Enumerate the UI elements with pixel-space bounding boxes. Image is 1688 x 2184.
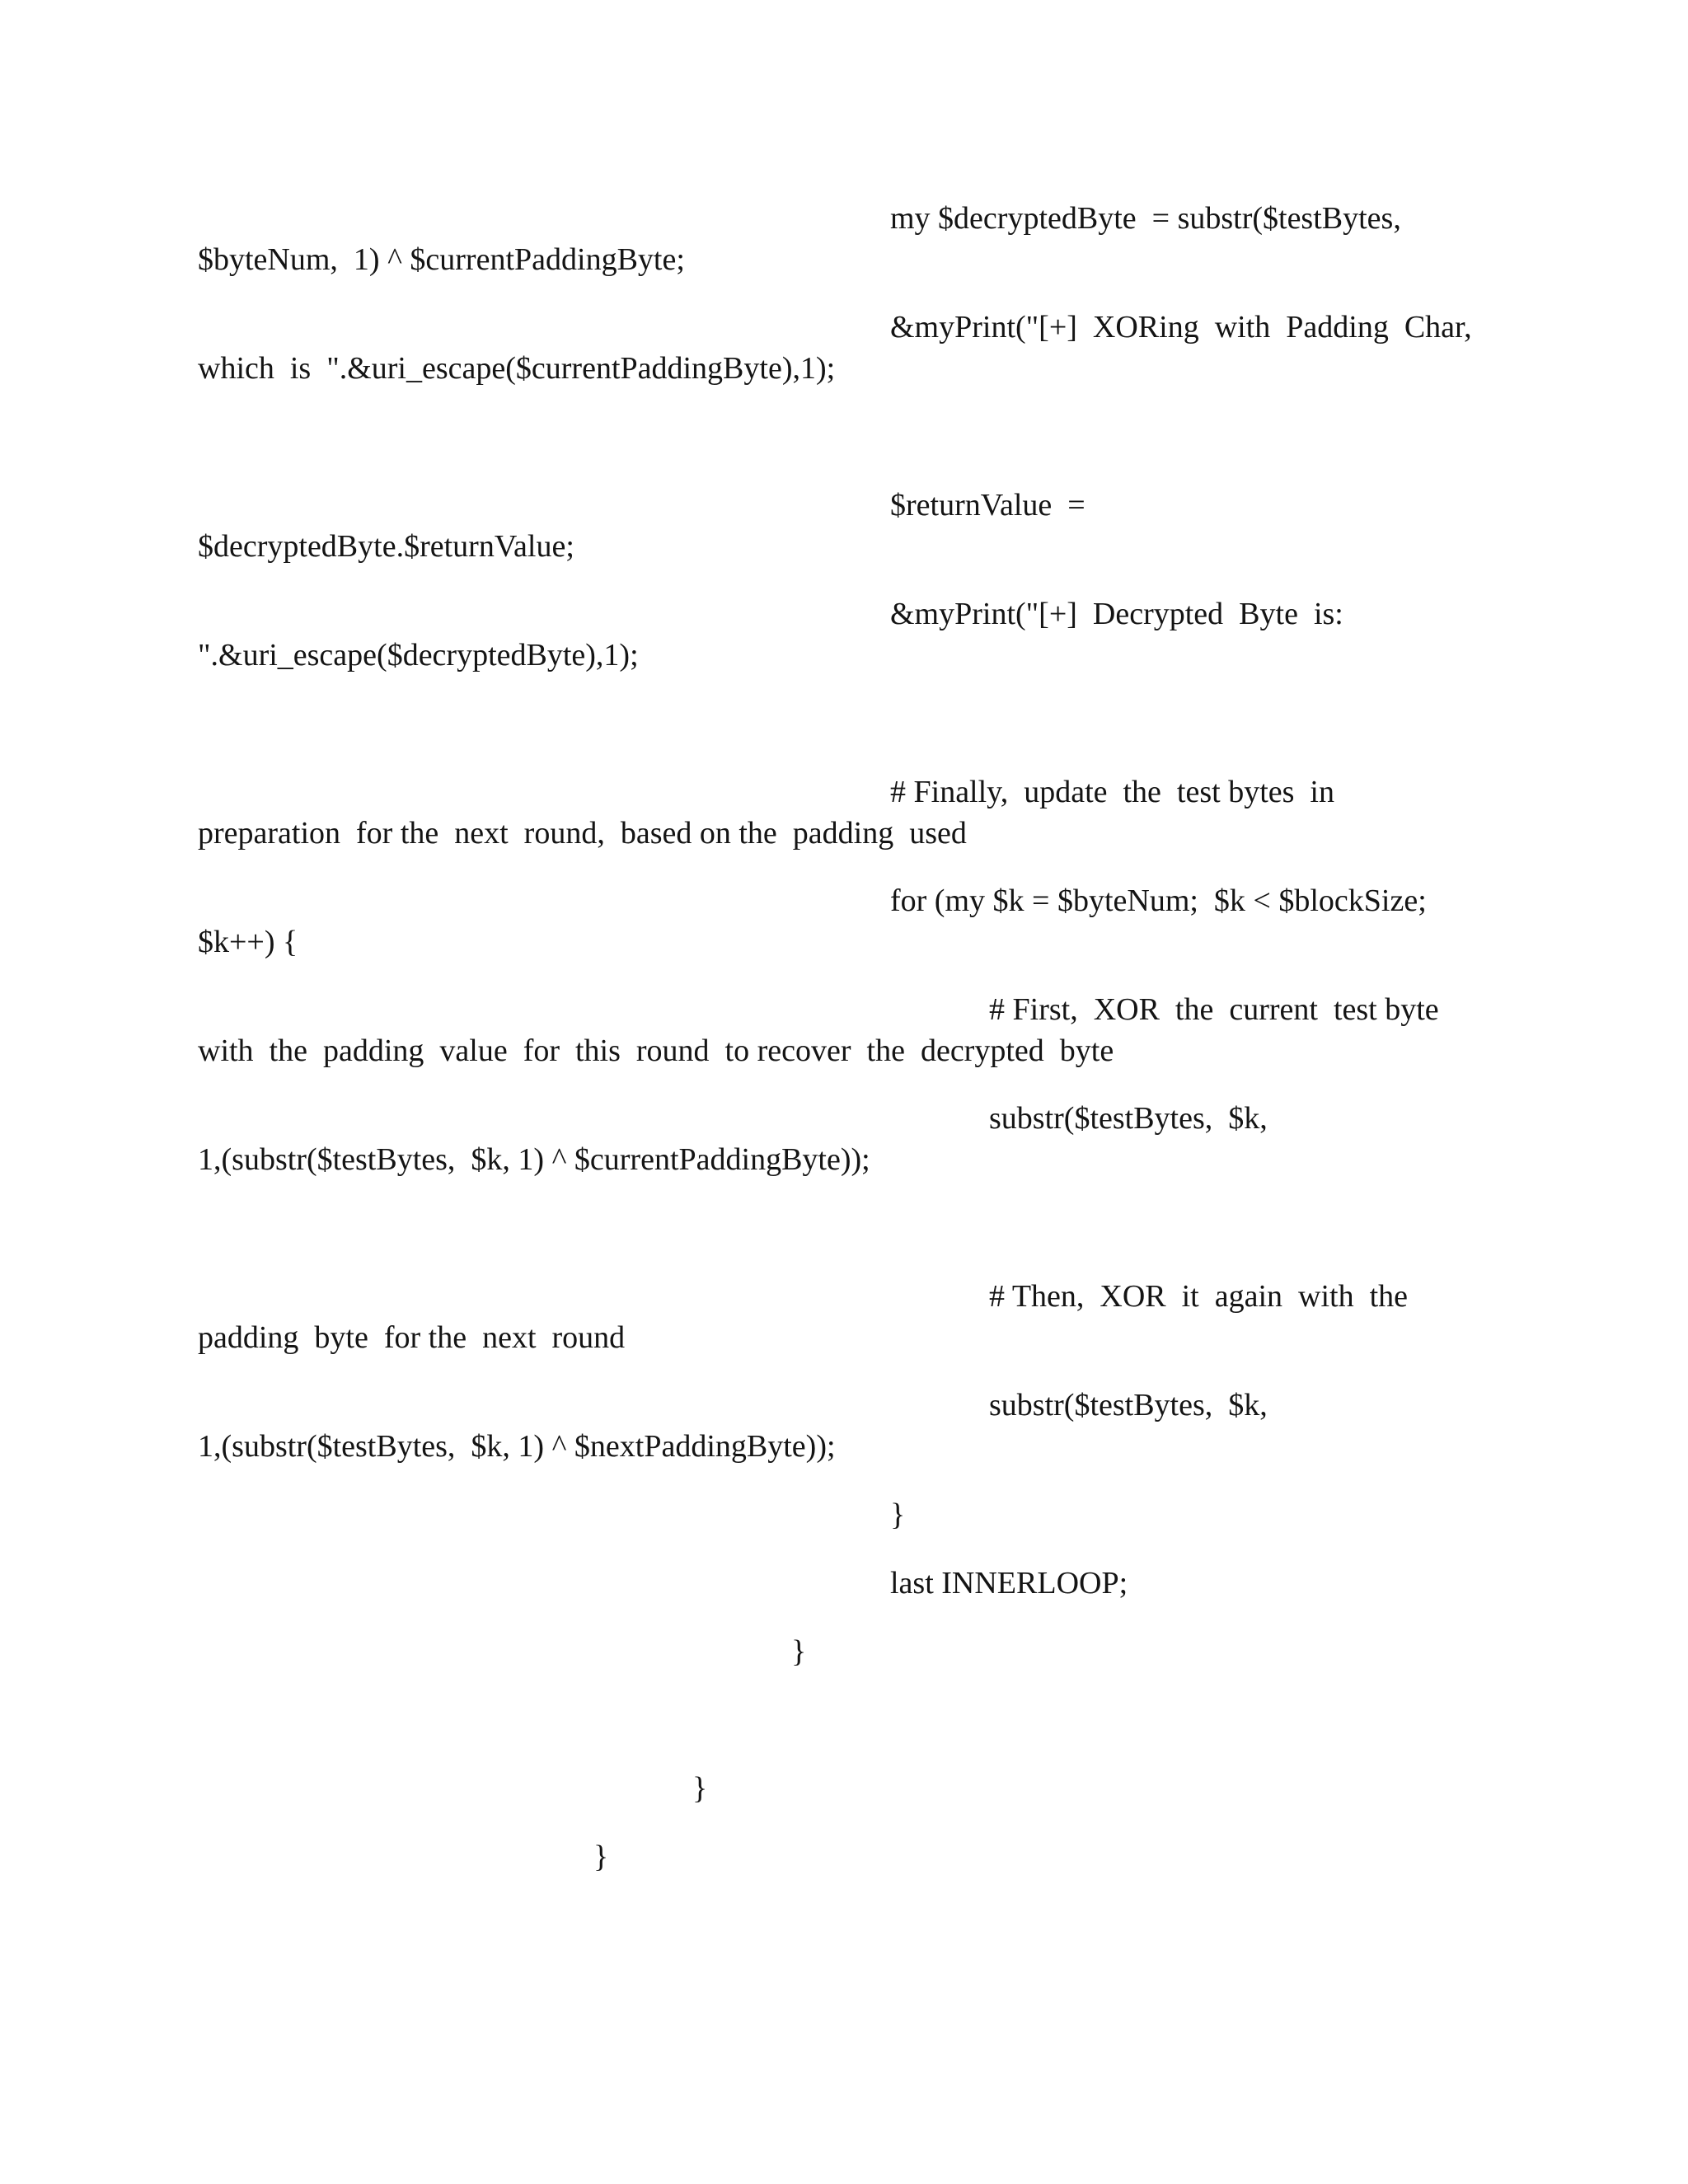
code-comment-9-start: # Then, XOR it again with the (989, 1279, 1409, 1314)
code-line-6-cont: $k++) { (198, 925, 298, 959)
code-line-3-cont: $decryptedByte.$returnValue; (198, 529, 574, 564)
code-comment-5-start: # Finally, update the test bytes in (890, 775, 1334, 809)
closing-brace-for: } (890, 1497, 906, 1532)
code-line-2-start: &myPrint("[+] XORing with Padding Char, (890, 310, 1472, 344)
closing-brace-outer: } (593, 1840, 609, 1874)
code-line-6-start: for (my $k = $byteNum; $k < $blockSize; (890, 883, 1427, 918)
closing-brace-loop: } (692, 1771, 708, 1806)
code-comment-7-start: # First, XOR the current test byte (989, 992, 1439, 1027)
code-line-8-start: substr($testBytes, $k, (989, 1101, 1268, 1136)
code-comment-7-cont: with the padding value for this round to recover the decrypted byte (198, 1033, 1114, 1068)
code-line-1-cont: $byteNum, 1) ^ $currentPaddingByte; (198, 242, 685, 277)
code-line-2-cont: which is ".&uri_escape($currentPaddingByte),1); (198, 351, 836, 386)
code-comment-5-cont: preparation for the next round, based on the padding used (198, 816, 967, 851)
closing-brace-if: } (791, 1634, 807, 1669)
last-innerloop-statement: last INNERLOOP; (890, 1566, 1128, 1601)
code-line-3-start: $returnValue = (890, 488, 1085, 523)
code-line-4-start: &myPrint("[+] Decrypted Byte is: (890, 597, 1343, 631)
code-line-8-cont: 1,(substr($testBytes, $k, 1) ^ $currentPaddingByte)); (198, 1142, 870, 1177)
code-line-1-start: my $decryptedByte = substr($testBytes, (890, 201, 1401, 236)
code-line-4-cont: ".&uri_escape($decryptedByte),1); (198, 638, 639, 673)
code-comment-9-cont: padding byte for the next round (198, 1320, 626, 1355)
code-line-10-cont: 1,(substr($testBytes, $k, 1) ^ $nextPaddingByte)); (198, 1429, 836, 1464)
code-line-10-start: substr($testBytes, $k, (989, 1388, 1268, 1422)
